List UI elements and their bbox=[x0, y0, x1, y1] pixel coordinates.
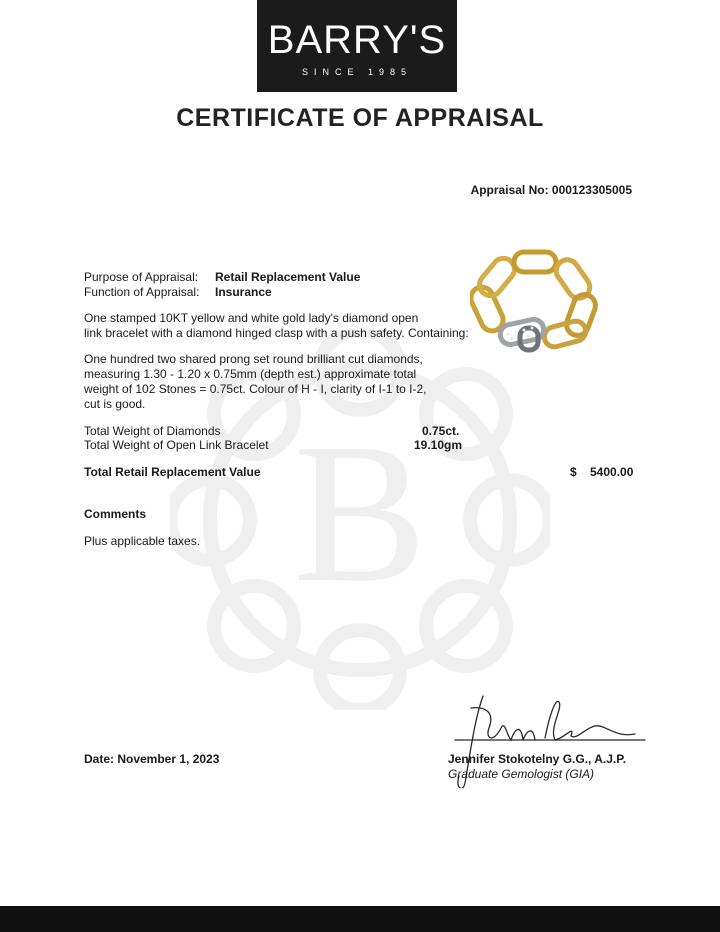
signer-title: Graduate Gemologist (GIA) bbox=[448, 767, 595, 781]
weight-label-bracelet: Total Weight of Open Link Bracelet bbox=[84, 438, 269, 452]
purpose-label: Purpose of Appraisal: bbox=[84, 270, 199, 284]
description-line: One stamped 10KT yellow and white gold lady's diamond open bbox=[84, 311, 419, 325]
comments-text: Plus applicable taxes. bbox=[84, 534, 201, 548]
stones-line: weight of 102 Stones = 0.75ct. Colour of H - I, clarity of I-1 to I-2, bbox=[84, 382, 427, 396]
item-description bbox=[84, 311, 474, 341]
signer-name: Jennifer Stokotelny G.G., A.J.P. bbox=[448, 752, 627, 766]
svg-text:B: B bbox=[293, 403, 427, 624]
bracelet-photo bbox=[470, 248, 600, 360]
stones-line: One hundred two shared prong set round brilliant cut diamonds, bbox=[84, 352, 423, 366]
brand-logo bbox=[257, 0, 457, 92]
function-label: Function of Appraisal: bbox=[84, 285, 200, 299]
purpose-value: Retail Replacement Value bbox=[215, 270, 361, 284]
brand-name: BARRY'S bbox=[267, 18, 447, 62]
stones-line: measuring 1.30 - 1.20 x 0.75mm (depth est.) approximate total bbox=[84, 367, 417, 381]
weight-label-diamonds: Total Weight of Diamonds bbox=[84, 424, 221, 438]
total-currency: $ bbox=[570, 465, 577, 479]
stones-line: cut is good. bbox=[84, 397, 146, 411]
footer-bar bbox=[0, 906, 720, 932]
total-amount: 5400.00 bbox=[590, 465, 634, 479]
document-title: CERTIFICATE OF APPRAISAL bbox=[176, 104, 544, 132]
weight-value-diamonds: 0.75ct. bbox=[422, 424, 460, 438]
appraisal-date: Date: November 1, 2023 bbox=[84, 752, 220, 766]
description-line: link bracelet with a diamond hinged clasp with a push safety. Containing: bbox=[84, 326, 469, 340]
appraisal-number: Appraisal No: 000123305005 bbox=[470, 183, 632, 197]
total-label: Total Retail Replacement Value bbox=[84, 465, 261, 479]
stones-description bbox=[84, 352, 464, 412]
function-value: Insurance bbox=[215, 285, 272, 299]
comments-heading: Comments bbox=[84, 507, 147, 521]
brand-since: SINCE 1985 bbox=[301, 67, 413, 77]
weight-value-bracelet: 19.10gm bbox=[414, 438, 463, 452]
